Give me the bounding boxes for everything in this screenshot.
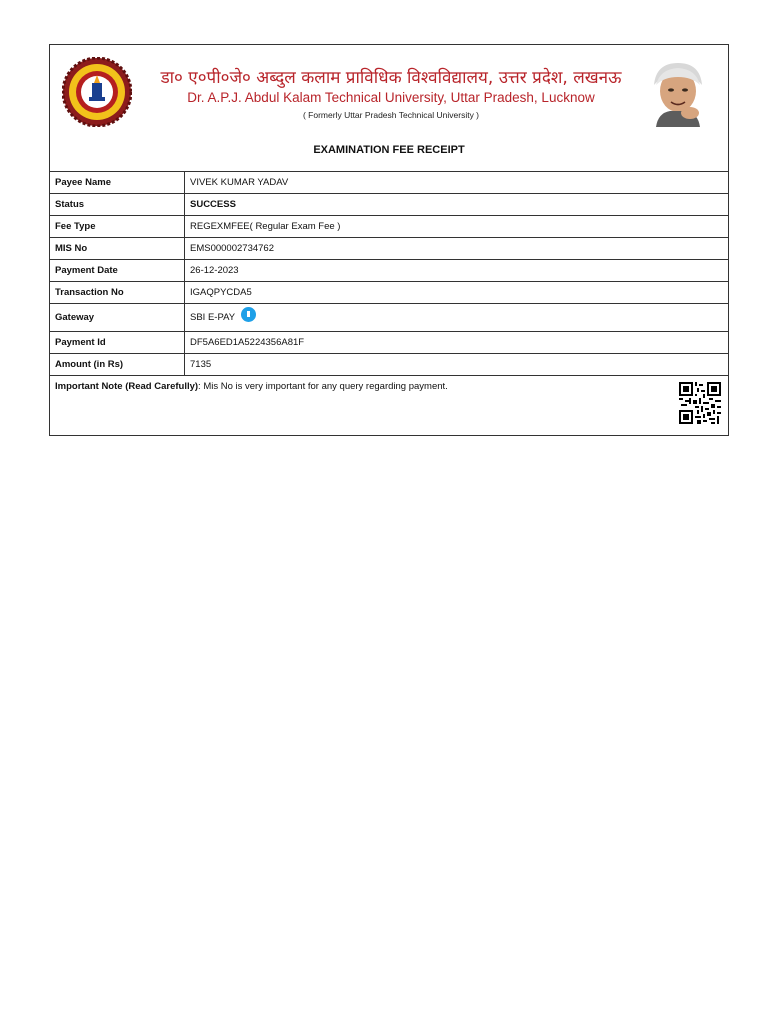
- row-value: VIVEK KUMAR YADAV: [190, 177, 289, 188]
- table-row: [50, 216, 728, 238]
- fee-receipt: [49, 44, 729, 436]
- table-row: [50, 332, 728, 354]
- row-value: REGEXMFEE( Regular Exam Fee ): [185, 216, 729, 238]
- row-label: Status: [50, 194, 185, 216]
- university-name-english: Dr. A.P.J. Abdul Kalam Technical University, Uttar Pradesh, Lucknow: [187, 90, 595, 105]
- gateway-value: SBI E-PAY: [190, 312, 236, 324]
- university-seal-icon: [62, 57, 132, 127]
- row-label: Payment Date: [50, 260, 185, 282]
- row-value: DF5A6ED1A5224356A81F: [185, 332, 729, 354]
- receipt-title: EXAMINATION FEE RECEIPT: [313, 144, 465, 156]
- table-row: [50, 282, 728, 304]
- table-row: [50, 172, 728, 194]
- note-row: [50, 376, 728, 436]
- sbi-logo-icon: [241, 307, 256, 322]
- gateway-cell: [185, 304, 729, 332]
- row-label: Gateway: [50, 304, 185, 332]
- row-value: EMS000002734762: [185, 238, 729, 260]
- row-value: 26-12-2023: [185, 260, 729, 282]
- row-label: Amount (in Rs): [50, 354, 185, 376]
- row-value: IGAQPYCDA5: [185, 282, 729, 304]
- university-name-hindi: डा० ए०पी०जे० अब्दुल कलाम प्राविधिक विश्वविद्यालय, उत्तर प्रदेश, लखनऊ: [160, 68, 622, 88]
- note-text: : Mis No is very important for any query regarding payment.: [198, 381, 448, 392]
- note-cell: [50, 376, 728, 436]
- amount-value: 7135: [185, 354, 729, 376]
- apj-abdul-kalam-portrait: [642, 55, 714, 127]
- table-row: [50, 238, 728, 260]
- receipt-header: [50, 45, 728, 172]
- table-row: [50, 304, 728, 332]
- status-value: SUCCESS: [185, 194, 729, 216]
- receipt-details-table: [50, 172, 728, 435]
- row-label: Transaction No: [50, 282, 185, 304]
- row-label: Fee Type: [50, 216, 185, 238]
- row-label: MIS No: [50, 238, 185, 260]
- formerly-name: ( Formerly Uttar Pradesh Technical University ): [302, 110, 480, 120]
- note-label: Important Note (Read Carefully): [55, 381, 199, 392]
- table-row: [50, 194, 728, 216]
- row-label: Payee Name: [50, 172, 185, 194]
- table-row: [50, 354, 728, 376]
- qr-code-icon: [678, 382, 722, 424]
- table-row: [50, 260, 728, 282]
- row-label: Payment Id: [50, 332, 185, 354]
